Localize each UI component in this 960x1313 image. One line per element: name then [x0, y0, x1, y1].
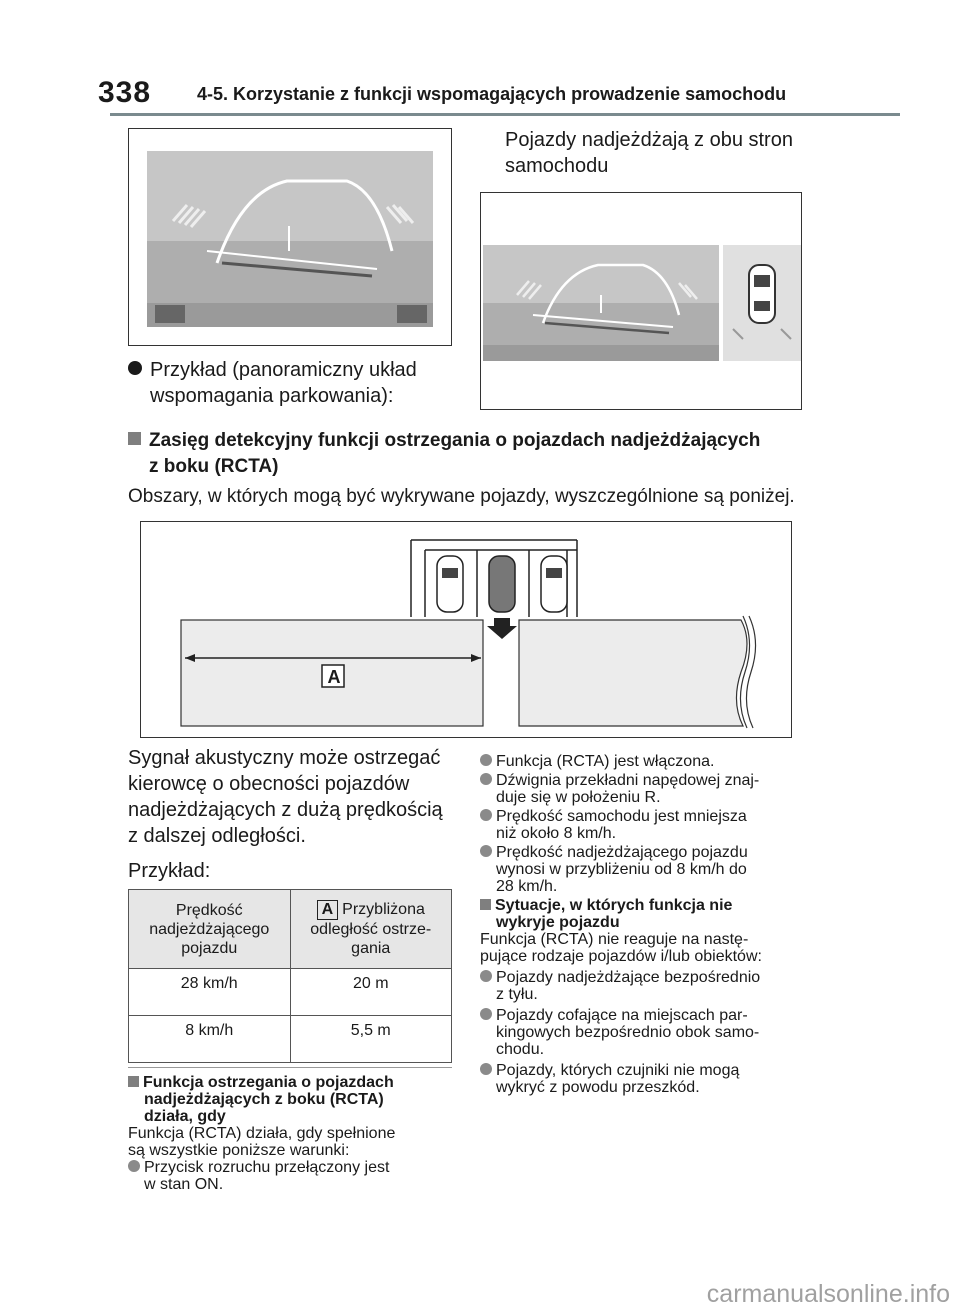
bullet-icon [480, 773, 492, 785]
table-header-distance: A Przybliżona odległość ostrze- gania [290, 890, 452, 969]
parking-guide-lines [483, 245, 719, 361]
figure2-caption: Pojazdy nadjeżdżają z obu stron samochodu [505, 129, 793, 177]
bullet-icon [480, 809, 492, 821]
warning-explanation: Sygnał akustyczny może ostrzegać kierowcę o obecności pojazdów nadjeżdżających z dużą prędkością z dalszej odległości. Przykład: [128, 747, 443, 882]
bullet-icon [480, 1063, 492, 1075]
table-header-speed: Prędkość nadjeżdżającego pojazdu [129, 890, 291, 969]
figure-detection-range [140, 521, 792, 738]
table-row: 8 km/h 5,5 m [129, 1016, 452, 1063]
section-rcta-title: Zasięg detekcyjny funkcji ostrzegania o pojazdach nadjeżdżających z boku (RCTA) [128, 428, 760, 480]
bullet-icon [128, 361, 142, 375]
figure-panoramic-screen [480, 192, 802, 410]
section-square-icon [480, 899, 491, 910]
speed-distance-table [128, 889, 452, 1063]
detection-range-diagram [141, 522, 791, 737]
section-square-icon [128, 432, 141, 445]
bullet-icon [480, 970, 492, 982]
section-rcta-body: Obszary, w których mogą być wykrywane pojazdy, wyszczególnione są poniżej. [128, 486, 795, 507]
parking-guide-lines [147, 151, 433, 327]
bullet-icon [480, 754, 492, 766]
header-divider [110, 113, 900, 116]
right-column: Funkcja (RCTA) jest włączona. Dźwignia przekładni napędowej znaj- duje się w położeniu R. Prędkość samochodu jest mniejsza niż około 8 km/h. Prędkość nadjeżdżającego pojazdu wynosi w przybliżeniu od 8 km/h do 28 km/h. Sytuacje, w których funkcja nie wykryje pojazdu Funkcja (RCTA) nie reaguje na nastę- pujące rodzaje pojazdów i/lub obiektów: Pojazdy nadjeżdżające bezpośrednio z tyłu. Pojazdy cofające na miejscach par- kingowych bezpośrednio obok samo- chodu. Pojazdy, których czujniki nie mogą wykryć z powodu przeszkód. [480, 753, 762, 1096]
page-number: 338 [98, 76, 152, 109]
watermark: carmanualsonline.info [706, 1280, 950, 1308]
bullet-icon [128, 1160, 140, 1172]
page-header-title: 4-5. Korzystanie z funkcji wspomagających prowadzenie samochodu [197, 84, 787, 104]
range-marker-label: A [317, 900, 339, 920]
figure1-caption: Przykład (panoramiczny układ wspomagania parkowania): [128, 357, 417, 409]
table-row: 28 km/h 20 m [129, 969, 452, 1016]
camera-display [147, 151, 433, 327]
section-divider [128, 1067, 452, 1068]
section-square-icon [128, 1076, 139, 1087]
camera-display [483, 245, 719, 361]
top-view-display [723, 245, 801, 361]
bullet-icon [480, 1008, 492, 1020]
car-top-view-icon [723, 245, 801, 361]
figure-rear-camera-screen [128, 128, 452, 346]
section-works-when: Funkcja ostrzegania o pojazdach nadjeżdżających z boku (RCTA) działa, gdy Funkcja (RCTA) działa, gdy spełnione są wszystkie poniższe warunki: Przycisk rozruchu przełączony jest w stan ON. [128, 1074, 396, 1193]
bullet-icon [480, 845, 492, 857]
range-marker-label: A [327, 667, 341, 687]
arrow-down-icon [487, 618, 517, 639]
